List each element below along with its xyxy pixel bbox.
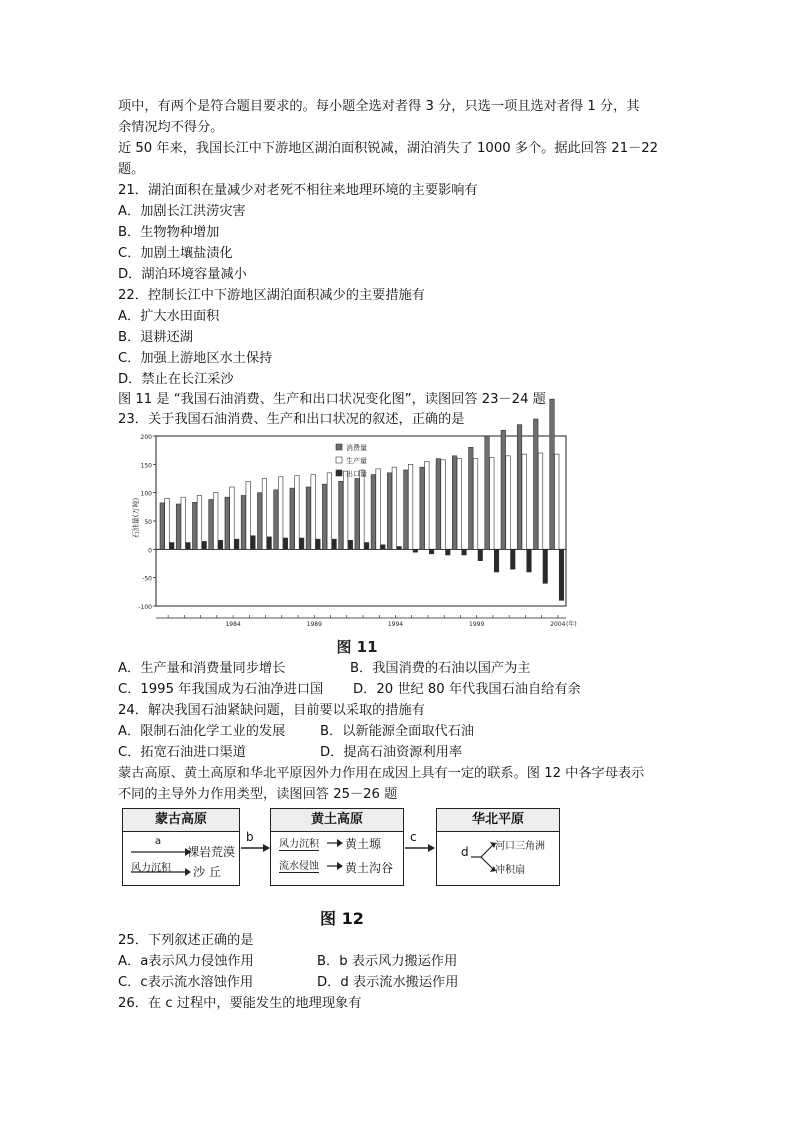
bar-出口量 bbox=[186, 543, 191, 550]
bar-出口量 bbox=[511, 549, 516, 569]
x-tick-label: 1994 bbox=[387, 621, 404, 628]
text-line: 图 11 是 “我国石油消费、生产和出口状况变化图”，读图回答 23－24 题 bbox=[118, 392, 546, 407]
bar-生产量 bbox=[246, 481, 251, 549]
x-unit-label: (年) bbox=[566, 621, 577, 628]
legend-swatch bbox=[336, 470, 342, 476]
bar-出口量 bbox=[559, 549, 564, 600]
bar-生产量 bbox=[165, 498, 170, 549]
option: B．以新能源全面取代石油 bbox=[320, 724, 475, 739]
y-tick-label: 0 bbox=[148, 547, 152, 555]
bar-出口量 bbox=[494, 549, 499, 572]
bar-消费量 bbox=[371, 475, 376, 550]
option: D．禁止在长江采沙 bbox=[118, 372, 234, 387]
bar-消费量 bbox=[160, 503, 165, 549]
legend-label: 生产量 bbox=[346, 457, 367, 465]
bar-消费量 bbox=[274, 490, 279, 549]
text-line: 题。 bbox=[118, 162, 145, 177]
option: C．加强上游地区水土保持 bbox=[118, 351, 273, 366]
bar-消费量 bbox=[517, 425, 522, 550]
y-tick-label: -50 bbox=[142, 575, 152, 583]
bar-生产量 bbox=[457, 459, 462, 550]
label-alluvial-fan: 冲积扇 bbox=[495, 865, 525, 876]
label-loess-tableland: 黄土塬 bbox=[345, 837, 382, 851]
box-title: 黄土高原 bbox=[271, 809, 403, 832]
label-loess-gully: 黄土沟谷 bbox=[345, 861, 394, 875]
bar-出口量 bbox=[348, 540, 353, 549]
y-tick-label: 200 bbox=[140, 434, 152, 441]
bar-消费量 bbox=[534, 419, 539, 549]
bar-出口量 bbox=[446, 549, 451, 555]
bar-消费量 bbox=[387, 473, 392, 549]
bar-消费量 bbox=[452, 456, 457, 549]
bar-生产量 bbox=[262, 479, 267, 550]
bar-生产量 bbox=[441, 460, 446, 550]
box-north-china-plain bbox=[436, 808, 560, 886]
question-21: 21．湖泊面积在量减少对老死不相往来地理环境的主要影响有 bbox=[118, 183, 478, 198]
bar-生产量 bbox=[343, 471, 348, 549]
bar-出口量 bbox=[381, 545, 386, 550]
bar-生产量 bbox=[213, 493, 218, 550]
bar-生产量 bbox=[473, 459, 478, 550]
bar-消费量 bbox=[404, 470, 409, 549]
x-tick-label: 2004 bbox=[550, 621, 566, 628]
bar-消费量 bbox=[485, 436, 490, 549]
bar-出口量 bbox=[413, 549, 418, 552]
bar-消费量 bbox=[436, 459, 441, 550]
option: B．b 表示风力搬运作用 bbox=[317, 954, 458, 969]
legend-label: 消费量 bbox=[346, 444, 367, 452]
fork-arrow-icon bbox=[471, 837, 497, 877]
option: D．提高石油资源利用率 bbox=[320, 745, 463, 760]
bar-生产量 bbox=[311, 475, 316, 550]
bar-出口量 bbox=[364, 543, 369, 550]
legend-label: 出口量 bbox=[346, 470, 367, 478]
bar-消费量 bbox=[241, 496, 246, 550]
bar-出口量 bbox=[397, 547, 402, 550]
letter-d: d bbox=[461, 845, 469, 859]
option: C．拓宽石油进口渠道 bbox=[118, 745, 246, 760]
text-line: 项中，有两个是符合题目要求的。每小题全选对者得 3 分，只选一项且选对者得 1 分，其 bbox=[118, 99, 640, 114]
option: D．20 世纪 80 年代我国石油自给有余 bbox=[353, 682, 581, 697]
x-tick-label: 1984 bbox=[225, 621, 241, 628]
arrow-icon bbox=[404, 842, 436, 854]
question-26: 26．在 c 过程中，要能发生的地理现象有 bbox=[118, 996, 362, 1011]
bar-生产量 bbox=[425, 462, 430, 550]
legend-swatch bbox=[336, 457, 342, 463]
y-axis-label: 石油量(万吨) bbox=[132, 497, 140, 539]
y-tick-label: 150 bbox=[140, 462, 152, 470]
option: A．a表示风力侵蚀作用 bbox=[118, 954, 254, 969]
option: A．加剧长江洪涝灾害 bbox=[118, 204, 246, 219]
bar-生产量 bbox=[490, 458, 495, 550]
bar-生产量 bbox=[522, 454, 527, 549]
bar-生产量 bbox=[295, 476, 300, 550]
bar-出口量 bbox=[316, 539, 321, 549]
label-rock-desert: 裸岩荒漠 bbox=[187, 845, 236, 859]
bar-生产量 bbox=[327, 473, 332, 549]
bar-出口量 bbox=[527, 549, 532, 572]
bar-出口量 bbox=[462, 549, 467, 555]
bar-消费量 bbox=[209, 499, 214, 549]
arrow-icon bbox=[240, 842, 270, 854]
bar-消费量 bbox=[420, 467, 425, 549]
box-loess-plateau bbox=[270, 808, 404, 886]
bar-出口量 bbox=[202, 541, 207, 549]
bar-消费量 bbox=[501, 430, 506, 549]
bar-消费量 bbox=[355, 479, 360, 550]
bar-生产量 bbox=[408, 464, 413, 549]
y-tick-label: -100 bbox=[138, 604, 152, 611]
bar-出口量 bbox=[169, 543, 174, 550]
label-river-delta: 河口三角洲 bbox=[495, 841, 545, 852]
bar-消费量 bbox=[257, 493, 262, 550]
bar-消费量 bbox=[225, 497, 230, 549]
option: C．加剧土壤盐渍化 bbox=[118, 246, 233, 261]
figure-11-caption: 图 11 bbox=[336, 638, 378, 656]
bar-出口量 bbox=[478, 549, 483, 560]
box-title: 华北平原 bbox=[437, 809, 559, 832]
text-line: 蒙古高原、黄土高原和华北平原因外力作用在成因上具有一定的联系。图 12 中各字母表示 bbox=[118, 766, 645, 781]
bar-出口量 bbox=[429, 549, 434, 554]
option: A．限制石油化学工业的发展 bbox=[118, 724, 286, 739]
link-label-c: c bbox=[410, 830, 417, 844]
label-wind-deposit: 风力沉积 bbox=[279, 835, 319, 851]
box-mongolian-plateau bbox=[122, 808, 240, 886]
option: D．d 表示流水搬运作用 bbox=[317, 975, 459, 990]
bar-出口量 bbox=[543, 549, 548, 583]
bar-消费量 bbox=[290, 488, 295, 549]
question-25: 25．下列叙述正确的是 bbox=[118, 933, 254, 948]
option: A．生产量和消费量同步增长 bbox=[118, 661, 286, 676]
option: C．1995 年我国成为石油净进口国 bbox=[118, 682, 324, 697]
bar-消费量 bbox=[176, 504, 181, 549]
box-title: 蒙古高原 bbox=[123, 809, 239, 832]
label-sand-dune: 沙 丘 bbox=[193, 865, 221, 879]
bar-生产量 bbox=[181, 497, 186, 549]
bar-出口量 bbox=[267, 537, 272, 549]
text-line: 不同的主导外力作用类型，读图回答 25－26 题 bbox=[118, 787, 398, 802]
bar-生产量 bbox=[538, 453, 543, 549]
x-tick-label: 1989 bbox=[306, 621, 322, 628]
arrow-icon bbox=[327, 837, 343, 849]
bar-生产量 bbox=[230, 487, 235, 549]
bar-生产量 bbox=[360, 470, 365, 549]
bar-消费量 bbox=[192, 502, 197, 549]
option: B．退耕还湖 bbox=[118, 330, 193, 345]
label-water-erosion: 流水侵蚀 bbox=[279, 857, 319, 873]
figure-11-chart bbox=[134, 428, 580, 658]
arrow-icon bbox=[129, 865, 191, 879]
bar-消费量 bbox=[339, 481, 344, 549]
question-22: 22．控制长江中下游地区湖泊面积减少的主要措施有 bbox=[118, 288, 425, 303]
option: B．生物物种增加 bbox=[118, 225, 220, 240]
question-23: 23．关于我国石油消费、生产和出口状况的叙述，正确的是 bbox=[118, 412, 465, 427]
bar-生产量 bbox=[506, 456, 511, 549]
option: A．扩大水田面积 bbox=[118, 309, 220, 324]
bar-消费量 bbox=[322, 484, 327, 549]
figure-12-diagram bbox=[118, 800, 570, 928]
bar-出口量 bbox=[251, 536, 256, 550]
question-24: 24．解决我国石油紧缺问题，目前要以采取的措施有 bbox=[118, 703, 425, 718]
bar-出口量 bbox=[234, 539, 239, 549]
bar-生产量 bbox=[197, 496, 202, 550]
bar-消费量 bbox=[550, 399, 555, 549]
bar-出口量 bbox=[332, 539, 337, 549]
bar-生产量 bbox=[278, 477, 283, 550]
label-wind-deposit: 风力沉积 bbox=[131, 863, 171, 874]
x-tick-label: 1999 bbox=[469, 621, 485, 628]
bar-生产量 bbox=[376, 469, 381, 549]
bar-生产量 bbox=[392, 467, 397, 549]
text-line: 近 50 年来，我国长江中下游地区湖泊面积锐减，湖泊消失了 1000 多个。据此回答 21－22 bbox=[118, 141, 659, 156]
bar-生产量 bbox=[554, 454, 559, 549]
arrow-icon bbox=[129, 845, 191, 859]
bar-出口量 bbox=[218, 540, 223, 549]
legend-swatch bbox=[336, 444, 342, 450]
bar-消费量 bbox=[306, 487, 311, 549]
link-label-b: b bbox=[246, 830, 254, 844]
bar-消费量 bbox=[469, 447, 474, 549]
letter-a: a bbox=[155, 836, 162, 847]
option: D．湖泊环境容量减小 bbox=[118, 267, 247, 282]
y-tick-label: 50 bbox=[144, 519, 152, 526]
option: B．我国消费的石油以国产为主 bbox=[350, 661, 531, 676]
y-tick-label: 100 bbox=[140, 490, 152, 498]
bar-出口量 bbox=[283, 538, 288, 549]
bar-出口量 bbox=[299, 538, 304, 549]
arrow-icon bbox=[327, 860, 343, 872]
option: C．c表示流水溶蚀作用 bbox=[118, 975, 254, 990]
figure-12-caption: 图 12 bbox=[320, 909, 364, 928]
text-line: 余情况均不得分。 bbox=[118, 120, 224, 135]
